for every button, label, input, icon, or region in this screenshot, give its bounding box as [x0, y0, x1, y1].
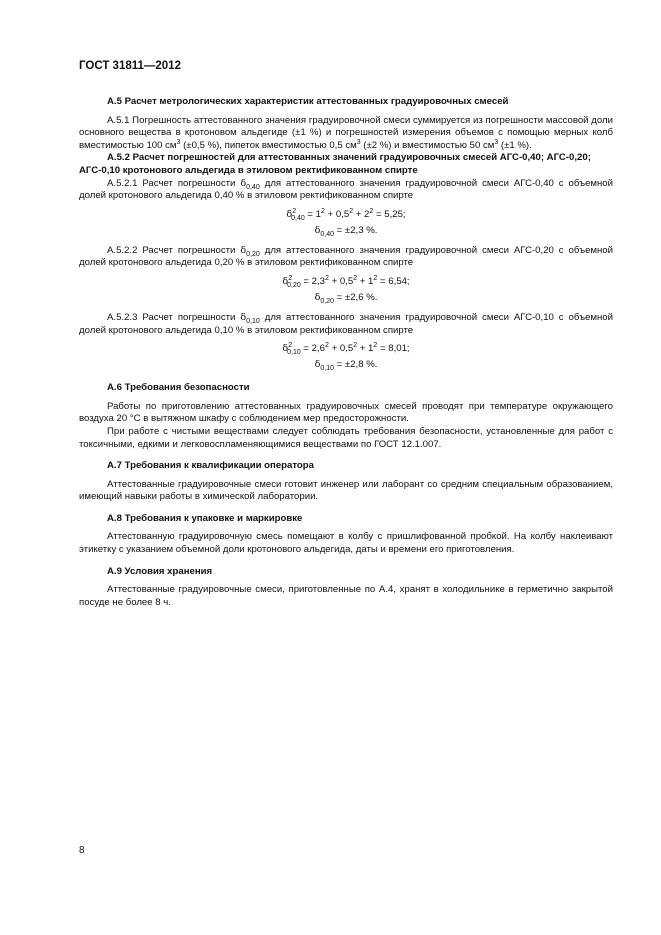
section-a523-paragraph: А.5.2.3 Расчет погрешности $\delta_{0,10}$ для аттестованного значения градуировочной смеси АГС-0,10 с объемной долей кротонового альдегида 0,10 % в этиловом ректификованном спирте — [79, 311, 613, 336]
section-a522-paragraph: А.5.2.2 Расчет погрешности $\delta_{0,20}$ для аттестованного значения градуировочной смеси АГС-0,20 с объемной долей кротонового альдегида 0,20 % в этиловом ректификованном спирте — [79, 244, 613, 269]
section-a6-paragraph-1: Работы по приготовлению аттестованных градуировочных смесей проводят при температуре окружающего воздуха 20 °С в вытяжном шкафу с соблюдением мер предосторожности. — [79, 400, 613, 425]
formula-020: $\delta^2_{0,20} = 2,3^2 + 0,5^2 + 1^2 = 6,54$; $\delta_{0,20} = \pm 2,6$ %. — [282, 274, 410, 305]
section-a8-paragraph: Аттестованную градуировочную смесь помещают в колбу с пришлифованной пробкой. На колбу наклеивают этикетку с указанием объемной доли кротонового альдегида, даты и времени его приготовления. — [79, 531, 613, 556]
section-a6-heading: А.6 Требования безопасности — [107, 382, 250, 394]
page-number: 8 — [79, 845, 85, 856]
section-a9-heading: А.9 Условия хранения — [107, 565, 213, 577]
standard-header: ГОСТ 31811—2012 — [79, 60, 181, 72]
section-a6-paragraph-2: При работе с чистыми веществами следует соблюдать требования безопасности, установленные для работ с токсичными, едкими и легковоспламеняющимися веществами по ГОСТ 12.1.007. — [79, 425, 613, 450]
section-a51-paragraph: А.5.1 Погрешность аттестованного значения градуировочной смеси суммируется из погрешности массовой доли основного вещества в кротоновом альдегиде (±1 %) и погрешностей измерения объемов с помощью мерных колб вместимостью 100 $см^3$ (±0,5 %), пипеток вместимостью 0,5 $см^3$ (±2 %) и вместимостью 50 $см^3$ (±1 %). — [79, 114, 613, 151]
section-a52-heading: А.5.2 Расчет погрешностей для аттестованных значений градуировочных смесей АГС-0,40; АГС-0,20; АГС-0,10 кротонового альдегида в этиловом ректификованном спирте — [79, 152, 591, 176]
section-a5-heading: А.5 Расчет метрологических характеристик аттестованных градуировочных смесей — [107, 96, 509, 107]
section-a8-heading: А.8 Требования к упаковке и маркировке — [107, 512, 303, 524]
section-a7-heading: А.7 Требования к квалификации оператора — [107, 460, 314, 472]
document-body — [79, 96, 613, 609]
section-a521-paragraph: А.5.2.1 Расчет погрешности $\delta_{0,40}$ для аттестованного значения градуировочной смеси АГС-0,40 с объемной долей кротонового альдегида 0,40 % в этиловом ректификованном спирте — [79, 177, 613, 202]
section-a9-paragraph: Аттестованные градуировочные смеси, приготовленные по А.4, хранят в холодильнике в герметично закрытой посуде не более 8 ч. — [79, 584, 613, 608]
formula-010: $\delta^2_{0,10} = 2,6^2 + 0,5^2 + 1^2 = 8,01$; $\delta_{0,10} = \pm 2,8$ %. — [282, 341, 410, 373]
formula-040: $\delta^2_{0,40} = 1^2 + 0,5^2 + 2^2 = 5,25$; $\delta_{0,40} = \pm 2,3$ %. — [286, 207, 406, 238]
section-a7-paragraph: Аттестованные градуировочные смеси готовит инженер или лаборант со средним специальным образованием, имеющий навыки работы в химической лаборатории. — [79, 478, 613, 503]
